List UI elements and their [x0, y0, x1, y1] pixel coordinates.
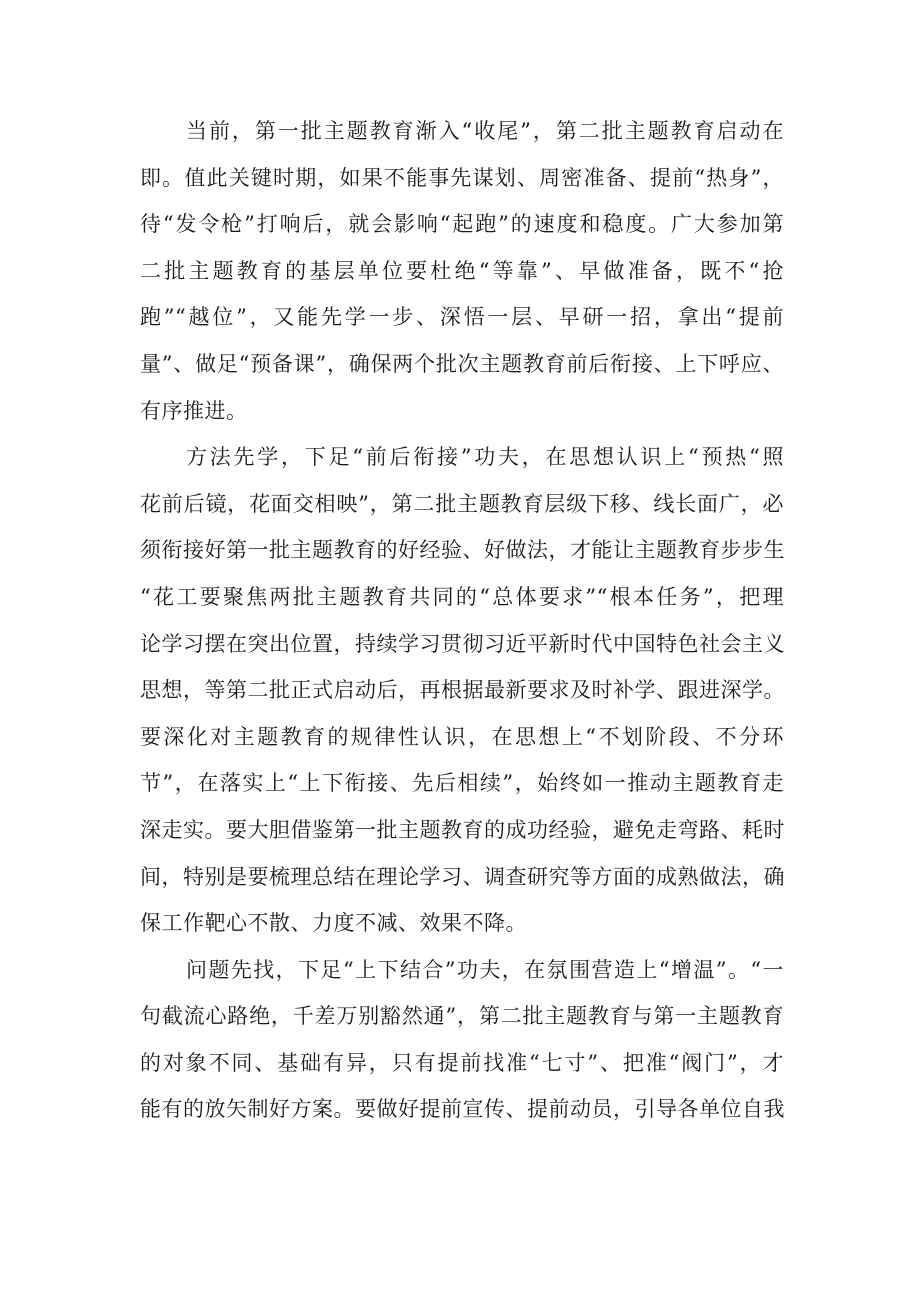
text-line: 深走实。要大胆借鉴第一批主题教育的成功经验，避免走弯路、耗时: [140, 817, 785, 842]
text-line: 即。值此关键时期，如果不能事先谋划、周密准备、提前“热身”，: [140, 165, 784, 190]
text-line: 跑”“越位”，又能先学一步、深悟一层、早研一招，拿出“提前: [140, 305, 784, 330]
text-line: 花前后镜，花面交相映”，第二批主题教育层级下移、线长面广，必: [140, 491, 784, 516]
text-line: 有序推进。: [140, 398, 248, 423]
text-line: 问题先找，下足“上下结合”功夫，在氛围营造上“增温”。“一: [186, 957, 784, 982]
text-line: 节”，在落实上“上下衔接、先后相续”，始终如一推动主题教育走: [140, 771, 784, 796]
text-line: 的对象不同、基础有异，只有提前找准“七寸”、把准“阀门”，才: [140, 1050, 784, 1075]
text-line: 论学习摆在突出位置，持续学习贯彻习近平新时代中国特色社会主义: [140, 631, 785, 656]
text-line: 要深化对主题教育的规律性认识，在思想上“不划阶段、不分环: [140, 724, 784, 749]
text-line: 待“发令枪”打响后，就会影响“起跑”的速度和稳度。广大参加第: [140, 212, 784, 237]
text-line: 方法先学，下足“前后衔接”功夫，在思想认识上“预热“照: [186, 445, 784, 470]
paragraph-intro: [140, 108, 784, 434]
paragraph-problem: [140, 947, 784, 1133]
text-line: 量”、做足“预备课”，确保两个批次主题教育前后衔接、上下呼应、: [140, 351, 784, 376]
text-line: 句截流心路绝，千差万别豁然通”，第二批主题教育与第一主题教育: [140, 1004, 784, 1029]
text-line: 间，特别是要梳理总结在理论学习、调查研究等方面的成熟做法，确: [140, 864, 785, 889]
paragraph-method: [140, 434, 784, 947]
text-line: “花工要聚焦两批主题教育共同的“总体要求”“根本任务”，把理: [140, 584, 784, 609]
text-line: 须衔接好第一批主题教育的好经验、好做法，才能让主题教育步步生: [140, 538, 785, 563]
text-line: 思想，等第二批正式启动后，再根据最新要求及时补学、跟进深学。: [140, 678, 785, 703]
text-line: 当前，第一批主题教育渐入“收尾”，第二批主题教育启动在: [186, 119, 784, 143]
text-line: 能有的放矢制好方案。要做好提前宣传、提前动员，引导各单位自我: [140, 1097, 785, 1122]
text-line: 保工作靶心不散、力度不减、效果不降。: [140, 911, 527, 936]
document-body: [140, 108, 784, 1133]
text-line: 二批主题教育的基层单位要杜绝“等靠”、早做准备，既不“抢: [140, 258, 784, 283]
